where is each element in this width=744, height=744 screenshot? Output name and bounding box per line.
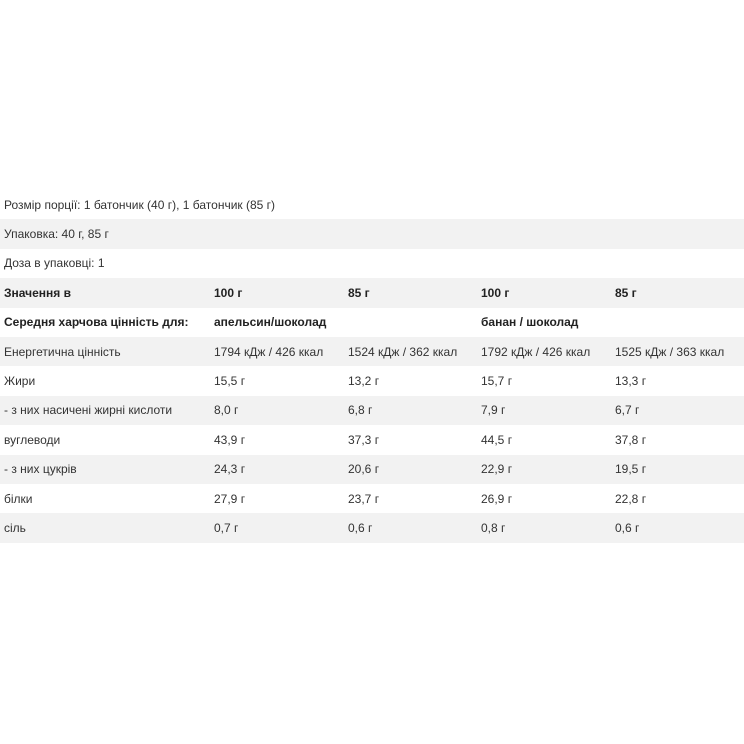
flavor-orange-chocolate: апельсин/шоколад [214,315,327,330]
flavor-banana-chocolate: банан / шоколад [481,315,579,330]
nutrient-value: 0,6 г [615,520,640,535]
nutrient-value: 27,9 г [214,491,246,506]
nutrient-value: 6,8 г [348,403,373,418]
nutrient-value: 1524 кДж / 362 ккал [348,344,458,359]
nutrient-name: - з них насичені жирні кислоти [4,403,173,418]
nutrient-name: Енергетична цінність [4,344,121,359]
nutrient-value: 6,7 г [615,403,640,418]
nutrient-value: 20,6 г [348,462,380,477]
serving-size-row [0,190,744,219]
table-row [0,366,744,395]
table-row [0,513,744,542]
nutrient-name: вуглеводи [4,432,61,447]
table-row [0,425,744,454]
header-col-3: 100 г [481,285,510,300]
table-row [0,396,744,425]
table-row [0,484,744,513]
nutrient-value: 15,5 г [214,374,246,389]
nutrient-value: 0,6 г [348,520,373,535]
nutrient-value: 44,5 г [481,432,513,447]
nutrient-value: 0,7 г [214,520,239,535]
nutrient-value: 22,8 г [615,491,647,506]
nutrient-value: 13,2 г [348,374,380,389]
serving-size-text: Розмір порції: 1 батончик (40 г), 1 батончик (85 г) [4,197,276,212]
nutrient-value: 24,3 г [214,462,246,477]
nutrient-value: 8,0 г [214,403,239,418]
flavor-label: Середня харчова цінність для: [4,315,189,330]
nutrient-value: 23,7 г [348,491,380,506]
nutrient-name: сіль [4,520,26,535]
nutrient-value: 22,9 г [481,462,513,477]
nutrient-value: 37,3 г [348,432,380,447]
nutrient-name: - з них цукрів [4,462,77,477]
dose-text: Доза в упаковці: 1 [4,256,105,271]
package-text: Упаковка: 40 г, 85 г [4,227,109,242]
nutrient-value: 19,5 г [615,462,647,477]
nutrient-value: 13,3 г [615,374,647,389]
nutrient-value: 15,7 г [481,374,513,389]
package-row [0,219,744,248]
nutrient-value: 0,8 г [481,520,506,535]
nutrient-value: 1794 кДж / 426 ккал [214,344,324,359]
dose-row [0,249,744,278]
header-col-2: 85 г [348,285,370,300]
header-row [0,278,744,307]
nutrient-name: Жири [4,374,36,389]
header-label: Значення в [4,285,71,300]
header-col-1: 100 г [214,285,243,300]
nutrient-value: 1525 кДж / 363 ккал [615,344,725,359]
nutrient-value: 1792 кДж / 426 ккал [481,344,591,359]
nutrient-value: 43,9 г [214,432,246,447]
header-col-4: 85 г [615,285,637,300]
nutrient-value: 37,8 г [615,432,647,447]
table-row [0,455,744,484]
nutrient-value: 7,9 г [481,403,506,418]
nutrition-table [0,190,744,543]
nutrient-name: білки [4,491,33,506]
table-row [0,337,744,366]
nutrient-value: 26,9 г [481,491,513,506]
flavor-row [0,308,744,337]
